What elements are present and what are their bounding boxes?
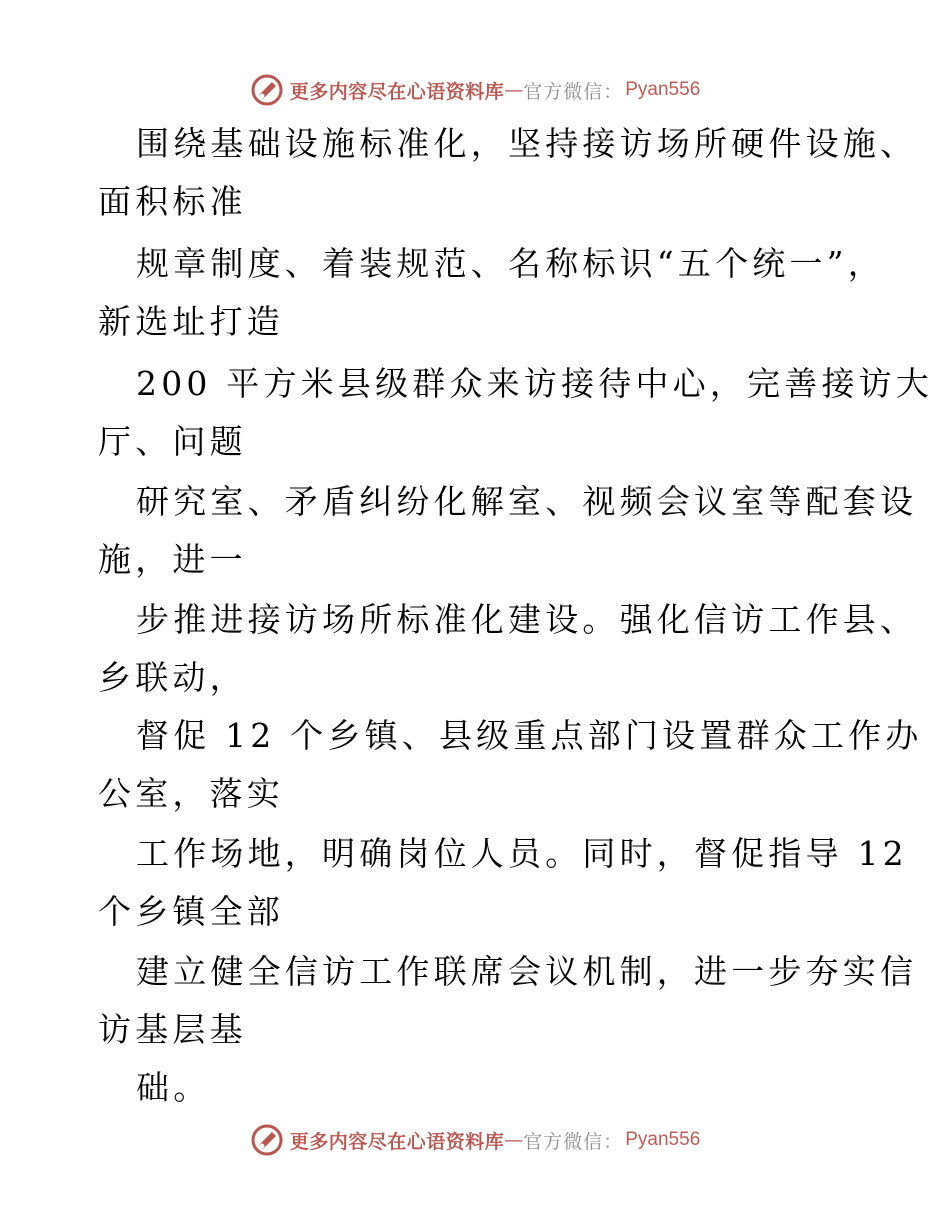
text-line: 公室，落实 (98, 774, 284, 813)
text-line: 础。 (136, 1068, 211, 1107)
text-line: 研究室、矛盾纠纷化解室、视频会议室等配套设 (136, 482, 918, 521)
brand-logo-icon (250, 1123, 284, 1157)
footer-banner (0, 1120, 950, 1160)
text-line: 厅、问题 (98, 422, 247, 461)
banner-title: 更多内容尽在心语资料库 (289, 80, 505, 103)
text-line: 督促 12 个乡镇、县级重点部门设置群众工作办 (136, 716, 923, 755)
text-line: 个乡镇全部 (98, 892, 284, 931)
text-line: 访基层基 (98, 1010, 247, 1049)
brand-logo-icon (250, 73, 284, 107)
text-line: 规章制度、着装规范、名称标识“五个统一”， (136, 244, 885, 283)
banner-wechat-handle: Pyan556 (625, 1129, 701, 1150)
text-line: 乡联动， (98, 658, 247, 697)
banner-wechat-label: 官方微信： (523, 1130, 624, 1153)
text-line: 围绕基础设施标准化，坚持接访场所硬件设施、 (136, 124, 918, 163)
banner-dash: — (504, 79, 524, 101)
banner-wechat-handle: Pyan556 (625, 79, 701, 100)
banner-title: 更多内容尽在心语资料库 (289, 1130, 505, 1153)
text-line: 施，进一 (98, 540, 247, 579)
header-banner (0, 70, 950, 110)
text-line: 200 平方米县级群众来访接待中心，完善接访大 (136, 364, 934, 403)
text-line: 新选址打造 (98, 302, 284, 341)
text-line: 步推进接访场所标准化建设。强化信访工作县、 (136, 600, 918, 639)
text-line: 面积标准 (98, 182, 247, 221)
banner-wechat-label: 官方微信： (523, 80, 624, 103)
banner-dash: — (504, 1129, 524, 1151)
text-line: 工作场地，明确岗位人员。同时，督促指导 12 (136, 834, 908, 873)
text-line: 建立健全信访工作联席会议机制，进一步夯实信 (136, 952, 918, 991)
